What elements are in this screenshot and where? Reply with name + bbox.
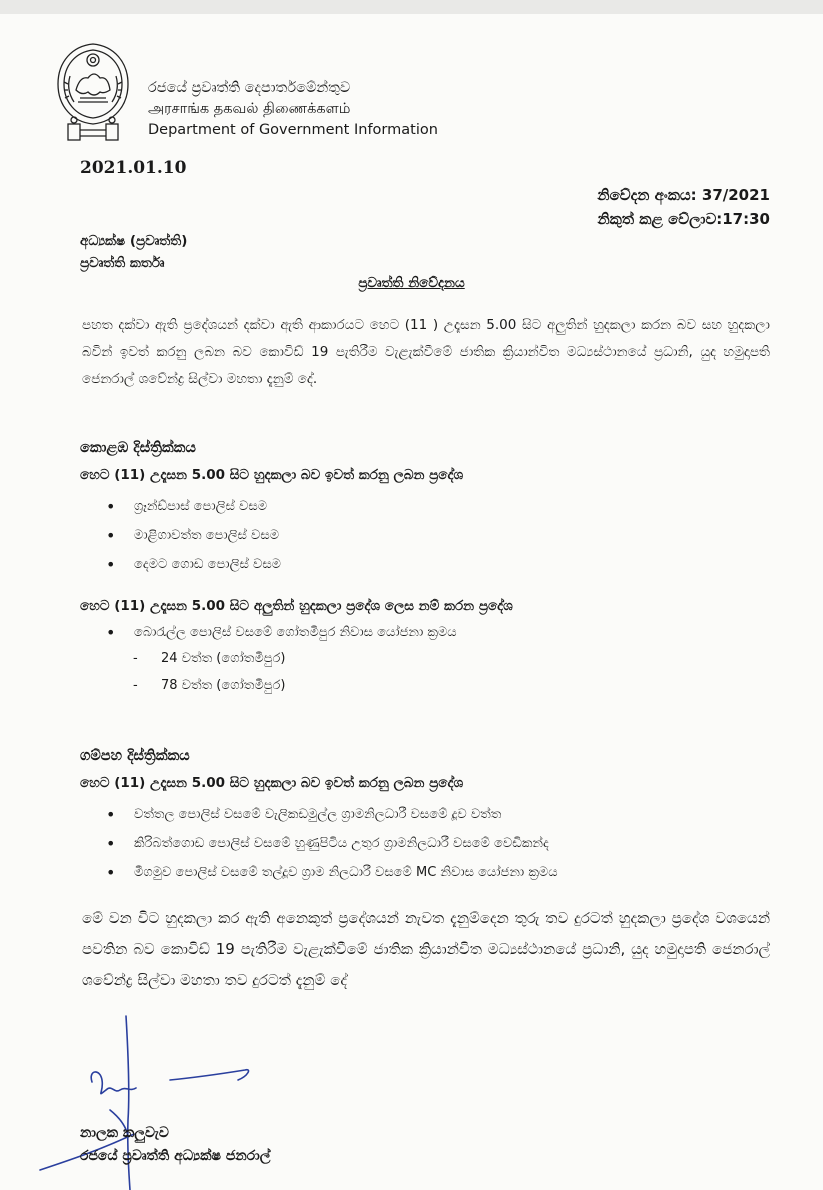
list-item: - 24 වත්ත (ගෝතමීපුර) [133, 645, 285, 672]
gampaha-lifted-heading: හෙට (11) උදෑසන 5.00 සිට හුදකලා බව ඉවත් කරනු ලබන ප්‍රදේශ [80, 775, 464, 791]
dept-name-english: Department of Government Information [148, 122, 438, 138]
colombo-new-sublist [133, 645, 285, 699]
release-time: නිකුත් කළ වේලාව:17:30 [597, 210, 770, 228]
list-item: • ග්‍රෑන්ඩ්පාස් පොලිස් වසම [106, 492, 281, 521]
intro-paragraph: පහත දක්වා ඇති ප්‍රදේශයන් දක්වා ඇති ආකාරයට හෙට (11 ) උදෑසන 5.00 සිට අලුතින් හුදකලා කරන බව සහ හුදකලා බවින් ඉවත් කරනු ලබන බව කොවිඩ් 19 පැතිරීම වැළැක්වීමේ ජාතික ක්‍රියාන්විත මධ්‍යස්ථානයේ ප්‍රධානි, යුද හමුදාපති ජෙනරාල් ශවේන්ද්‍ර සිල්වා මහතා දැනුම් දේ. [82, 317, 770, 387]
addressee-line-1: අධ්‍යක්ෂ (ප්‍රවෘත්ති) [80, 233, 188, 249]
document-title-wrap [0, 272, 823, 291]
reference-block [597, 183, 770, 231]
list-item: • මීගමුව පොලිස් වසමේ තල්දූව ග්‍රාම නිලධාරී වසමේ MC නිවාස යෝජනා ක්‍රමය [106, 858, 558, 887]
dept-name-sinhala: රජයේ ප්‍රවෘත්ති දෙපාර්තමේන්තුව [148, 80, 351, 96]
list-item: - 78 වත්ත (ගෝතමීපුර) [133, 672, 285, 699]
colombo-lifted-heading: හෙට (11) උදෑසන 5.00 සිට හුදකලා බව ඉවත් කරනු ලබන ප්‍රදේශ [80, 467, 464, 483]
colombo-lifted-list [106, 492, 281, 579]
gampaha-lifted-list [106, 800, 558, 887]
colombo-new-list [106, 621, 457, 645]
signatory-name: නාලක කලුවැව [80, 1125, 169, 1141]
closing-paragraph: මේ වන විට හුදකලා කර ඇති අනෙකුත් ප්‍රදේශයන් නැවත දැනුම්දෙන තුරු තව දුරටත් හුදකලා ප්‍රදේශ වශයෙන් පවතින බව කොවිඩ් 19 පැතිරීම වැළැක්වීමේ ජාතික ක්‍රියාන්විත මධ්‍යස්ථානයේ ප්‍රධානි, යුද හමුදාපති ජෙනරාල් ශවේන්ද්‍ර සිල්වා මහතා තව දුරටත් දැනුම් දේ [82, 909, 770, 989]
release-date: 2021.01.10 [80, 158, 187, 178]
gampaha-district-heading: ගම්පහ දිස්ත්‍රික්කය [80, 748, 190, 764]
signatory-designation: රජයේ ප්‍රවෘත්ති අධ්‍යක්ෂ ජනරාල් [80, 1148, 271, 1164]
addressee-line-2: ප්‍රවෘත්ති කර්තෘ [80, 255, 165, 271]
list-item: • වත්තල පොලිස් වසමේ වැලිකඩමුල්ල ග්‍රාමනිලධාරී වසමේ දූව වත්ත [106, 800, 558, 829]
list-item: • කිරිබත්ගොඩ පොලිස් වසමේ හුණුපිටිය උතුර ග්‍රාමනිලධාරී වසමේ වෙඩිකන්ද [106, 829, 558, 858]
sri-lanka-emblem-icon [54, 40, 132, 144]
colombo-district-heading: කොළඹ දිස්ත්‍රික්කය [80, 440, 196, 456]
scan-top-band [0, 0, 823, 14]
signatory-block [80, 1122, 270, 1168]
release-number: නිවේදන අංකය: 37/2021 [597, 186, 770, 204]
document-title: ප්‍රවෘත්ති නිවේදනය [358, 275, 465, 291]
addressee-block [80, 230, 187, 274]
department-header [148, 78, 438, 141]
colombo-new-heading: හෙට (11) උදෑසන 5.00 සිට අලුතින් හුදකලා ප්‍රදේශ ලෙස නම් කරන ප්‍රදේශ [80, 598, 513, 614]
list-item: • දෙමට ගොඩ පොලිස් වසම [106, 550, 281, 579]
list-item: • බොරැල්ල පොලිස් වසමේ ගෝතමීපුර නිවාස යෝජනා ක්‍රමය [106, 621, 457, 645]
dept-name-tamil: அரசாங்க தகவல் திணைக்களம் [148, 101, 351, 117]
signature-stroke [170, 1070, 249, 1080]
list-item: • මාළිගාවත්ත පොලිස් වසම [106, 521, 281, 550]
